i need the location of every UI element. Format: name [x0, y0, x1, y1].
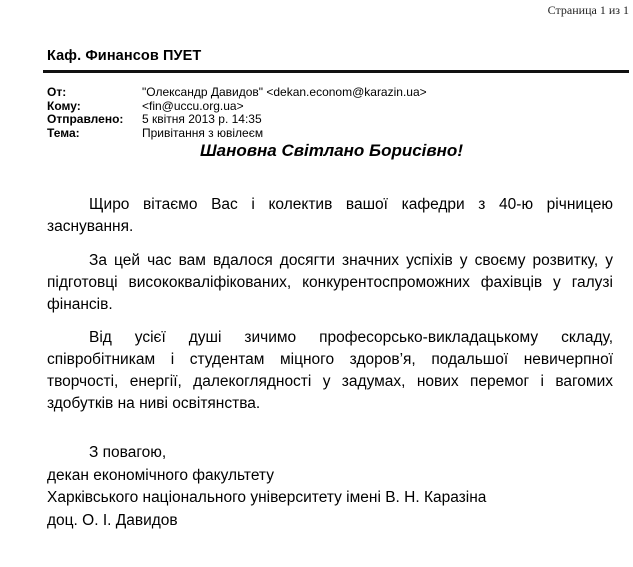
- letter-salutation: Шановна Світлано Борисівно!: [200, 141, 463, 160]
- header-subject-value: Привітання з ювілеєм: [142, 125, 264, 140]
- letter-paragraph-2: За цей час вам вдалося досягти значних успіхів у своєму розвитку, у підготовці висококваліфікованих, конкурентоспроможних фахівців у галузі фінансів.: [47, 252, 613, 313]
- header-sent-value: 5 квітня 2013 р. 14:35: [142, 112, 262, 126]
- signature-institution: Харківського національного університету імені В. Н. Каразіна: [47, 489, 487, 506]
- sender-organization: Каф. Финансов ПУЕТ: [47, 48, 202, 64]
- header-from: [47, 86, 427, 100]
- signature-position: декан економічного факультету: [47, 466, 274, 484]
- header-subject: [47, 127, 427, 141]
- header-to: [47, 100, 427, 114]
- header-sent: [47, 113, 427, 127]
- header-sent-label: Отправлено:: [47, 112, 124, 126]
- header-subject-label: Тема:: [47, 125, 80, 140]
- header-divider: [43, 70, 629, 73]
- header-to-value: <fin@uccu.org.ua>: [142, 98, 244, 113]
- email-headers: [47, 86, 427, 140]
- letter-paragraph-1: Щиро вітаємо Вас і колектив вашої кафедри з 40-ю річницею заснування.: [47, 196, 613, 235]
- signature-name: доц. О. І. Давидов: [47, 511, 178, 529]
- letter-paragraph-3: Від усієї душі зичимо професорсько-викладацькому складу, співробітникам і студентам міцного здоров’я, подальшої невичерпної творчості, енергії, далекоглядності у задумах, нових перемог і вагомих здобутків на ниві освітянства.: [47, 329, 613, 412]
- header-from-value: "Олександр Давидов" <dekan.econom@karazin.ua>: [142, 85, 427, 99]
- header-to-label: Кому:: [47, 98, 81, 113]
- letter-signature: [47, 442, 486, 532]
- signature-greeting: З повагою,: [89, 444, 167, 461]
- header-from-label: От:: [47, 85, 67, 99]
- page-number: Страница 1 из 1: [547, 3, 629, 17]
